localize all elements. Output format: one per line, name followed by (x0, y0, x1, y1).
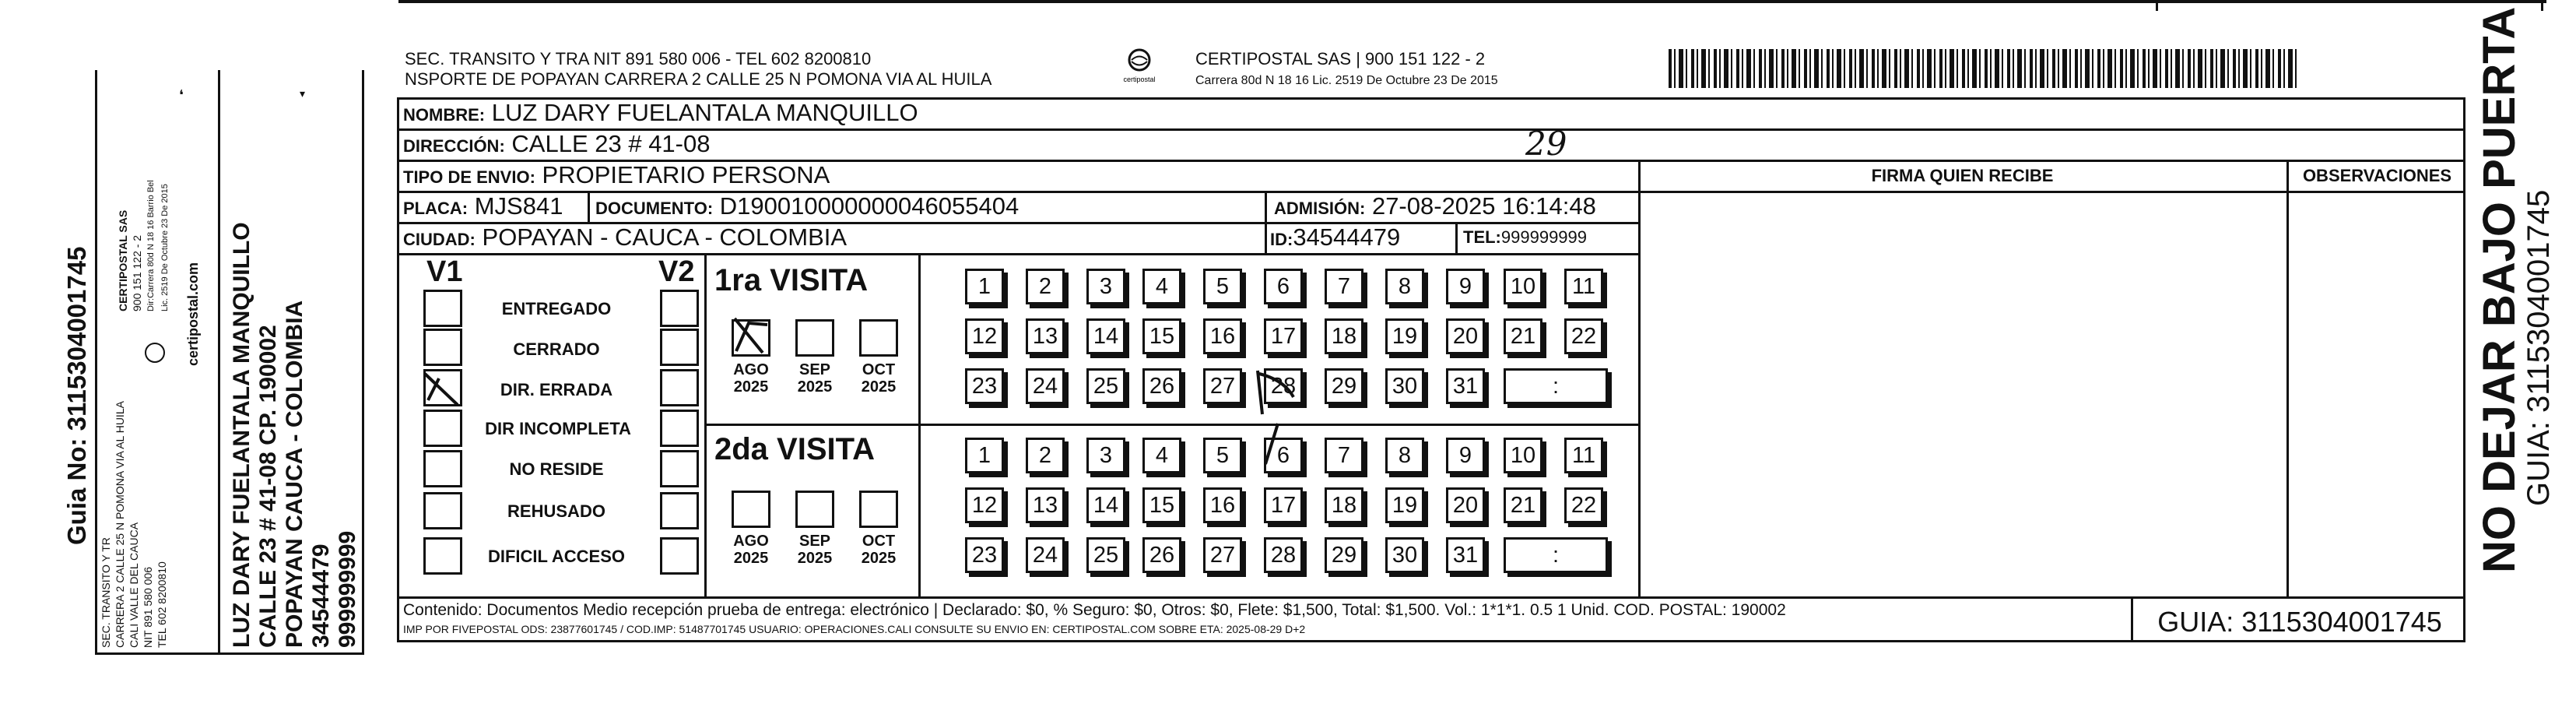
visit2-day-1[interactable]: 1 (965, 438, 1004, 473)
no-dejar-bajo-puerta: NO DEJAR BAJO PUERTA (2474, 6, 2525, 573)
visit1-day-28[interactable]: 28 (1264, 368, 1303, 404)
ciudad-field: CIUDAD: POPAYAN - CAUCA - COLOMBIA (403, 223, 848, 251)
stub-guia-number: Guia No: 3115304001745 (62, 246, 91, 545)
visit1-month-oct[interactable] (859, 319, 898, 357)
stub-mark: ▾ (300, 87, 306, 100)
stub-mark: ❛ (179, 87, 184, 103)
visit2-day-10[interactable]: 10 (1504, 438, 1542, 473)
footer-imp-line: IMP POR FIVEPOSTAL ODS: 23877601745 / COD.IMP: 51487701745 USUARIO: OPERACIONES.CALI CONSULTE SU ENVIO EN: CERTIPOSTAL.COM SOBRE ETA: 2025-08-29 D+2 (403, 623, 1306, 635)
visit1-day-6[interactable]: 6 (1264, 269, 1303, 304)
v1-checkbox-rehusado[interactable] (423, 492, 462, 529)
visit1-day-25[interactable]: 25 (1086, 368, 1125, 404)
visit2-day-16[interactable]: 16 (1203, 487, 1242, 523)
direccion-field: DIRECCIÓN: CALLE 23 # 41-08 (403, 130, 711, 157)
header-carrier-1: CERTIPOSTAL SAS | 900 151 122 - 2 (1195, 49, 1486, 69)
stub-sender-2: CARRERA 2 CALLE 25 N POMONA VIA AL HUILA (114, 401, 126, 648)
tel-field: TEL:999999999 (1463, 227, 1588, 247)
visit1-day-12[interactable]: 12 (965, 318, 1004, 354)
stub-recipient-5: 999999999 (335, 530, 360, 648)
visit1-month-label-sep: SEP 2025 (797, 361, 833, 396)
visit1-day-28-mark (1253, 366, 1307, 420)
visit2-day-14[interactable]: 14 (1086, 487, 1125, 523)
barcode-icon (1669, 49, 2301, 88)
visit1-day-23[interactable]: 23 (965, 368, 1004, 404)
visit2-month-sep[interactable] (795, 491, 834, 528)
reason-no-reside: NO RESIDE (509, 459, 604, 479)
v1-label: V1 (426, 255, 463, 288)
header-sender-1: SEC. TRANSITO Y TRA NIT 891 580 006 - TEL 602 8200810 (405, 49, 872, 69)
visit2-day-8[interactable]: 8 (1385, 438, 1424, 473)
reason-cerrado: CERRADO (513, 339, 600, 359)
visit1-day-29[interactable]: 29 (1325, 368, 1363, 404)
visit2-day-22[interactable]: 22 (1564, 487, 1603, 523)
top-edge-tick (2156, 0, 2158, 11)
visit1-day-31[interactable]: 31 (1446, 368, 1485, 404)
visit1-day-13[interactable]: 13 (1026, 318, 1065, 354)
top-edge-tick (2541, 0, 2543, 11)
visit1-day-24[interactable]: 24 (1026, 368, 1065, 404)
visit2-day-27[interactable]: 27 (1203, 537, 1242, 573)
visit2-month-oct[interactable] (859, 491, 898, 528)
visit1-day-4[interactable]: 4 (1142, 269, 1181, 304)
v2-checkbox-dir-errada[interactable] (660, 369, 699, 406)
stub-sender-4: NIT 891 580 006 (142, 566, 154, 648)
stub-sender-5: TEL 602 8200810 (156, 561, 168, 648)
visit1-day-14[interactable]: 14 (1086, 318, 1125, 354)
visit2-day-7[interactable]: 7 (1325, 438, 1363, 473)
v2-checkbox-dificil-acceso[interactable] (660, 537, 699, 575)
reason-entregado: ENTREGADO (501, 299, 612, 318)
stub-divider (218, 70, 220, 654)
visit1-day-22[interactable]: 22 (1564, 318, 1603, 354)
v1-checkbox-cerrado[interactable] (423, 329, 462, 366)
visit1-day-1[interactable]: 1 (965, 269, 1004, 304)
footer-divider (2131, 596, 2133, 642)
visit1-day-30[interactable]: 30 (1385, 368, 1424, 404)
stub-carrier-3: Dir:Carrera 80d N 18 16 Barrio Bel (146, 180, 156, 311)
v1-checkbox-dir-incompleta[interactable] (423, 410, 462, 447)
visit2-month-label-oct: OCT 2025 (861, 533, 897, 567)
visit1-month-label-oct: OCT 2025 (861, 361, 897, 396)
stub-recipient-2: CALLE 23 # 41-08 CP. 190002 (255, 325, 281, 648)
observations-area[interactable] (2289, 193, 2465, 596)
visit2-day-5[interactable]: 5 (1203, 438, 1242, 473)
visit1-day-19[interactable]: 19 (1385, 318, 1424, 354)
nombre-field: NOMBRE: LUZ DARY FUELANTALA MANQUILLO (403, 99, 918, 126)
visit1-day-11[interactable]: 11 (1564, 269, 1603, 304)
v2-checkbox-cerrado[interactable] (660, 329, 699, 366)
visit1-day-3[interactable]: 3 (1086, 269, 1125, 304)
visit2-day-19[interactable]: 19 (1385, 487, 1424, 523)
visit1-day-2[interactable]: 2 (1026, 269, 1065, 304)
visit2-day-28[interactable]: 28 (1264, 537, 1303, 573)
reason-dir-incompleta: DIR INCOMPLETA (485, 419, 631, 438)
stub-divider (95, 70, 97, 654)
visit2-day-6-mark (1255, 420, 1301, 467)
visit1-day-21[interactable]: 21 (1504, 318, 1542, 354)
visit1-time-field[interactable]: : (1504, 368, 1608, 404)
visit1-month-sep[interactable] (795, 319, 834, 357)
visit2-day-17[interactable]: 17 (1264, 487, 1303, 523)
second-visit-label: 2da VISITA (714, 432, 875, 466)
visit2-day-30[interactable]: 30 (1385, 537, 1424, 573)
visit2-day-9[interactable]: 9 (1446, 438, 1485, 473)
visit2-day-23[interactable]: 23 (965, 537, 1004, 573)
visit2-day-15[interactable]: 15 (1142, 487, 1181, 523)
visit1-day-10[interactable]: 10 (1504, 269, 1542, 304)
visit2-day-20[interactable]: 20 (1446, 487, 1485, 523)
observaciones-header: OBSERVACIONES (2302, 166, 2452, 185)
col-line (1455, 222, 1458, 253)
stub-sender-3: CALI VALLE DEL CAUCA (128, 522, 140, 648)
v2-checkbox-dir-incompleta[interactable] (660, 410, 699, 447)
visit1-day-7[interactable]: 7 (1325, 269, 1363, 304)
visit2-day-29[interactable]: 29 (1325, 537, 1363, 573)
stub-logo-icon (145, 343, 165, 363)
v2-checkbox-entregado[interactable] (660, 290, 699, 327)
visit2-day-26[interactable]: 26 (1142, 537, 1181, 573)
visit1-day-18[interactable]: 18 (1325, 318, 1363, 354)
placa-field: PLACA: MJS841 (403, 192, 563, 220)
visit1-day-17[interactable]: 17 (1264, 318, 1303, 354)
v1-checkbox-no-reside[interactable] (423, 450, 462, 487)
v1-checkbox-dificil-acceso[interactable] (423, 537, 462, 575)
footer-contenido: Contenido: Documentos Medio recepción prueba de entrega: electrónico | Declarado: $0, % Seguro: $0, Otros: $0, Flete: $1,500, Total: $1,500. Vol.: 1*1*1. 0.5 1 Unid. COD. POSTAL: 190002 (403, 601, 1786, 619)
col-line (588, 191, 590, 222)
stub-sender-1: SEC. TRANSITO Y TR (100, 537, 112, 648)
reason-dir-errada: DIR. ERRADA (500, 380, 613, 399)
signature-area[interactable] (1641, 193, 2286, 596)
visit2-day-2[interactable]: 2 (1026, 438, 1065, 473)
header-sender-2: NSPORTE DE POPAYAN CARRERA 2 CALLE 25 N POMONA VIA AL HUILA (405, 69, 992, 89)
visit1-day-20[interactable]: 20 (1446, 318, 1485, 354)
visit2-day-21[interactable]: 21 (1504, 487, 1542, 523)
stub-recipient-4: 34544479 (308, 543, 334, 648)
stub-divider (95, 652, 364, 655)
visit2-day-24[interactable]: 24 (1026, 537, 1065, 573)
footer-guia-box: GUIA: 3115304001745 (2157, 606, 2442, 638)
visit2-day-4[interactable]: 4 (1142, 438, 1181, 473)
stub-carrier-2: 900 151 122 - 2 (131, 234, 143, 311)
firma-header: FIRMA QUIEN RECIBE (1871, 166, 2054, 185)
stub-carrier-1: CERTIPOSTAL SAS (117, 209, 129, 311)
stub-recipient-3: POPAYAN CAUCA - COLOMBIA (282, 300, 307, 648)
visit2-day-3[interactable]: 3 (1086, 438, 1125, 473)
visit1-day-15[interactable]: 15 (1142, 318, 1181, 354)
col-line (1265, 191, 1267, 253)
row-line (704, 424, 1641, 426)
visit2-month-ago[interactable] (732, 491, 770, 528)
stub-divider (362, 70, 364, 654)
admision-field: ADMISIÓN: 27-08-2025 16:14:48 (1274, 192, 1596, 220)
visit2-day-25[interactable]: 25 (1086, 537, 1125, 573)
certipostal-logo-icon (1118, 47, 1161, 86)
handwritten-note: 29 (1525, 125, 1567, 163)
id-field: ID:34544479 (1270, 223, 1401, 251)
header-carrier-2: Carrera 80d N 18 16 Lic. 2519 De Octubre 23 De 2015 (1195, 74, 1498, 87)
v1-checkbox-entregado[interactable] (423, 290, 462, 327)
stub-website: certipostal.com (185, 262, 201, 366)
top-edge-line (398, 0, 2546, 3)
visit1-day-8[interactable]: 8 (1385, 269, 1424, 304)
visit1-day-16[interactable]: 16 (1203, 318, 1242, 354)
v1-checkbox-dir-errada[interactable] (423, 369, 462, 406)
visit2-time-field[interactable]: : (1504, 537, 1608, 573)
stub-recipient-1: LUZ DARY FUELANTALA MANQUILLO (229, 222, 254, 648)
visit1-day-27[interactable]: 27 (1203, 368, 1242, 404)
right-guia-number: GUIA: 3115304001745 (2522, 189, 2556, 506)
visit1-day-5[interactable]: 5 (1203, 269, 1242, 304)
documento-field: DOCUMENTO: D190010000000046055404 (595, 192, 1020, 220)
visit1-month-ago[interactable] (732, 319, 770, 357)
v2-checkbox-no-reside[interactable] (660, 450, 699, 487)
first-visit-label: 1ra VISITA (714, 263, 869, 297)
visit2-day-6[interactable]: 6 (1264, 438, 1303, 473)
visit1-day-26[interactable]: 26 (1142, 368, 1181, 404)
reason-dificil-acceso: DIFICIL ACCESO (487, 547, 625, 566)
visit2-month-label-ago: AGO 2025 (733, 533, 769, 567)
row-line (397, 596, 2465, 599)
visit2-day-13[interactable]: 13 (1026, 487, 1065, 523)
visit2-day-11[interactable]: 11 (1564, 438, 1603, 473)
v2-label: V2 (658, 255, 695, 288)
visit1-month-label-ago: AGO 2025 (733, 361, 769, 396)
v2-checkbox-rehusado[interactable] (660, 492, 699, 529)
visit2-day-12[interactable]: 12 (965, 487, 1004, 523)
visit2-month-label-sep: SEP 2025 (797, 533, 833, 567)
visit2-day-31[interactable]: 31 (1446, 537, 1485, 573)
stub-carrier-4: Lic. 2519 De Octubre 23 De 2015 (160, 184, 170, 311)
visit1-day-9[interactable]: 9 (1446, 269, 1485, 304)
tipo-envio-field: TIPO DE ENVIO: PROPIETARIO PERSONA (403, 161, 830, 188)
visit2-day-18[interactable]: 18 (1325, 487, 1363, 523)
reason-rehusado: REHUSADO (507, 501, 605, 521)
svg-text:certipostal: certipostal (1123, 76, 1156, 83)
